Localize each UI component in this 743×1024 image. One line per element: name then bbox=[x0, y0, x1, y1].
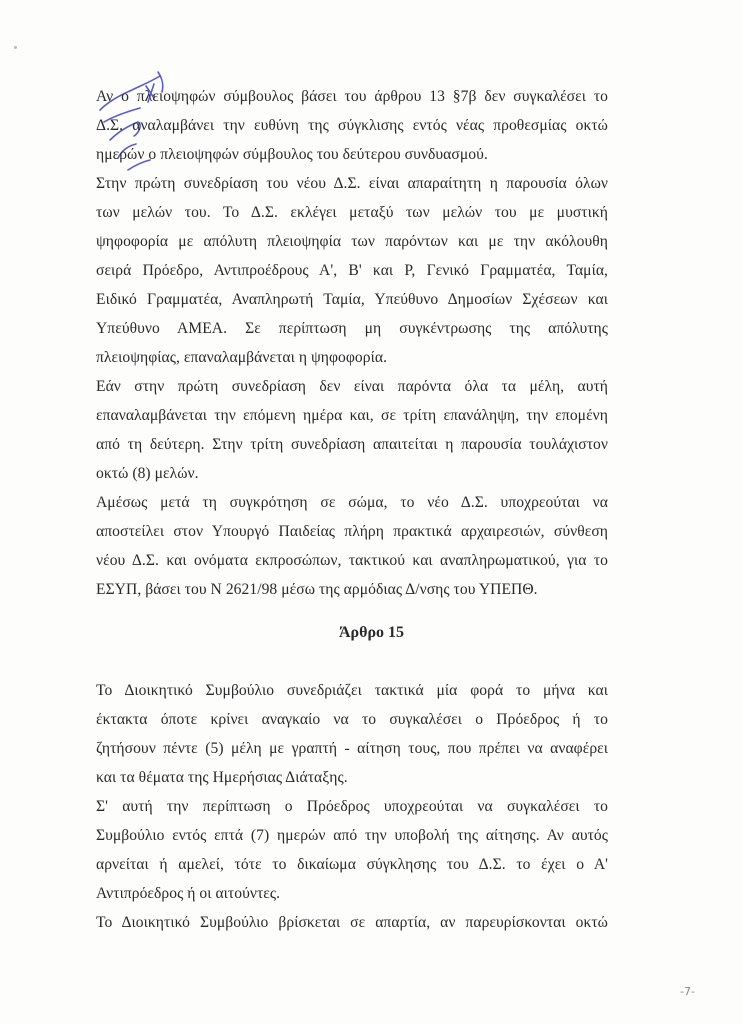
paragraph-2-line-2: των μελών του. Το Δ.Σ. εκλέγει μεταξύ των μελών του με μυστική bbox=[96, 204, 608, 221]
paragraph-5-line-1: Το Διοικητικό Συμβούλιο συνεδριάζει τακτικά μία φορά το μήνα και bbox=[96, 682, 608, 699]
paragraph-4-line-3: νέου Δ.Σ. και ονόματα εκπροσώπων, τακτικού και αναπληρωματικού, για το bbox=[96, 552, 608, 569]
paragraph-2-line-7: πλειοψηφίας, επαναλαμβάνεται η ψηφοφορία. bbox=[96, 349, 388, 366]
paragraph-1-line-3: ημερών ο πλειοψηφών σύμβουλος του δεύτερου συνδυασμού. bbox=[96, 146, 488, 163]
paragraph-2-line-4: σειρά Πρόεδρο, Αντιπροέδρους Α', Β' και Ρ, Γενικό Γραμματέα, Ταμία, bbox=[96, 262, 608, 279]
article-heading: Άρθρο 15 bbox=[338, 624, 405, 641]
paragraph-6-line-1: Σ' αυτή την περίπτωση ο Πρόεδρος υποχρεούται να συγκαλέσει το bbox=[96, 798, 608, 815]
paragraph-3-line-1: Εάν στην πρώτη συνεδρίαση δεν είναι παρόντα όλα τα μέλη, αυτή bbox=[96, 378, 608, 395]
paragraph-3-line-4: οκτώ (8) μελών. bbox=[96, 465, 199, 482]
paragraph-6-line-3: αρνείται ή αμελεί, τότε το δικαίωμα σύγκλησης του Δ.Σ. το έχει ο Α' bbox=[96, 856, 608, 873]
paragraph-2-line-1: Στην πρώτη συνεδρίαση του νέου Δ.Σ. είναι απαραίτητη η παρουσία όλων bbox=[96, 175, 608, 192]
paragraph-5-line-4: και τα θέματα της Ημερήσιας Διάταξης. bbox=[96, 769, 348, 786]
paragraph-4-line-1: Αμέσως μετά τη συγκρότηση σε σώμα, το νέο Δ.Σ. υποχρεούται να bbox=[96, 494, 608, 511]
paragraph-7-line-1: Το Διοικητικό Συμβούλιο βρίσκεται σε απαρτία, αν παρευρίσκονται οκτώ bbox=[96, 914, 608, 931]
paragraph-2-line-3: ψηφοφορία με απόλυτη πλειοψηφία των παρόντων και με την ακόλουθη bbox=[96, 233, 608, 250]
paragraph-3-line-2: επαναλαμβάνεται την επόμενη ημέρα και, σε τρίτη επανάληψη, την επομένη bbox=[96, 407, 608, 424]
paragraph-6-line-4: Αντιπρόεδρος ή οι αιτούντες. bbox=[96, 885, 281, 902]
paragraph-5-line-2: έκτακτα όποτε κρίνει αναγκαίο να το συγκαλέσει ο Πρόεδρος ή το bbox=[96, 711, 608, 728]
paragraph-1-line-1: Αν ο πλειοψηφών σύμβουλος βάσει του άρθρου 13 §7β δεν συγκαλέσει το bbox=[96, 88, 608, 105]
paragraph-4-line-2: αποστείλει στον Υπουργό Παιδείας πλήρη πρακτικά αρχαιρεσιών, σύνθεση bbox=[96, 523, 608, 540]
page-number: -7- bbox=[680, 985, 695, 998]
paragraph-2-line-6: Υπεύθυνο ΑΜΕΑ. Σε περίπτωση μη συγκέντρωσης της απόλυτης bbox=[96, 320, 608, 337]
paragraph-2-line-5: Ειδικό Γραμματέα, Αναπληρωτή Ταμία, Υπεύθυνο Δημοσίων Σχέσεων και bbox=[96, 291, 608, 308]
paragraph-4-line-4: ΕΣΥΠ, βάσει του Ν 2621/98 μέσω της αρμόδιας Δ/νσης του ΥΠΕΠΘ. bbox=[96, 581, 538, 598]
paragraph-1-line-2: Δ.Σ. αναλαμβάνει την ευθύνη της σύγκλισης εντός νέας προθεσμίας οκτώ bbox=[96, 117, 608, 134]
paragraph-6-line-2: Συμβούλιο εντός επτά (7) ημερών από την υποβολή της αίτησης. Αν αυτός bbox=[96, 827, 608, 844]
paragraph-3-line-3: από τη δεύτερη. Στην τρίτη συνεδρίαση απαιτείται η παρουσία τουλάχιστον bbox=[96, 436, 608, 453]
scan-artifact bbox=[14, 46, 17, 49]
paragraph-5-line-3: ζητήσουν πέντε (5) μέλη με γραπτή - αίτηση τους, που πρέπει να αναφέρει bbox=[96, 740, 608, 757]
